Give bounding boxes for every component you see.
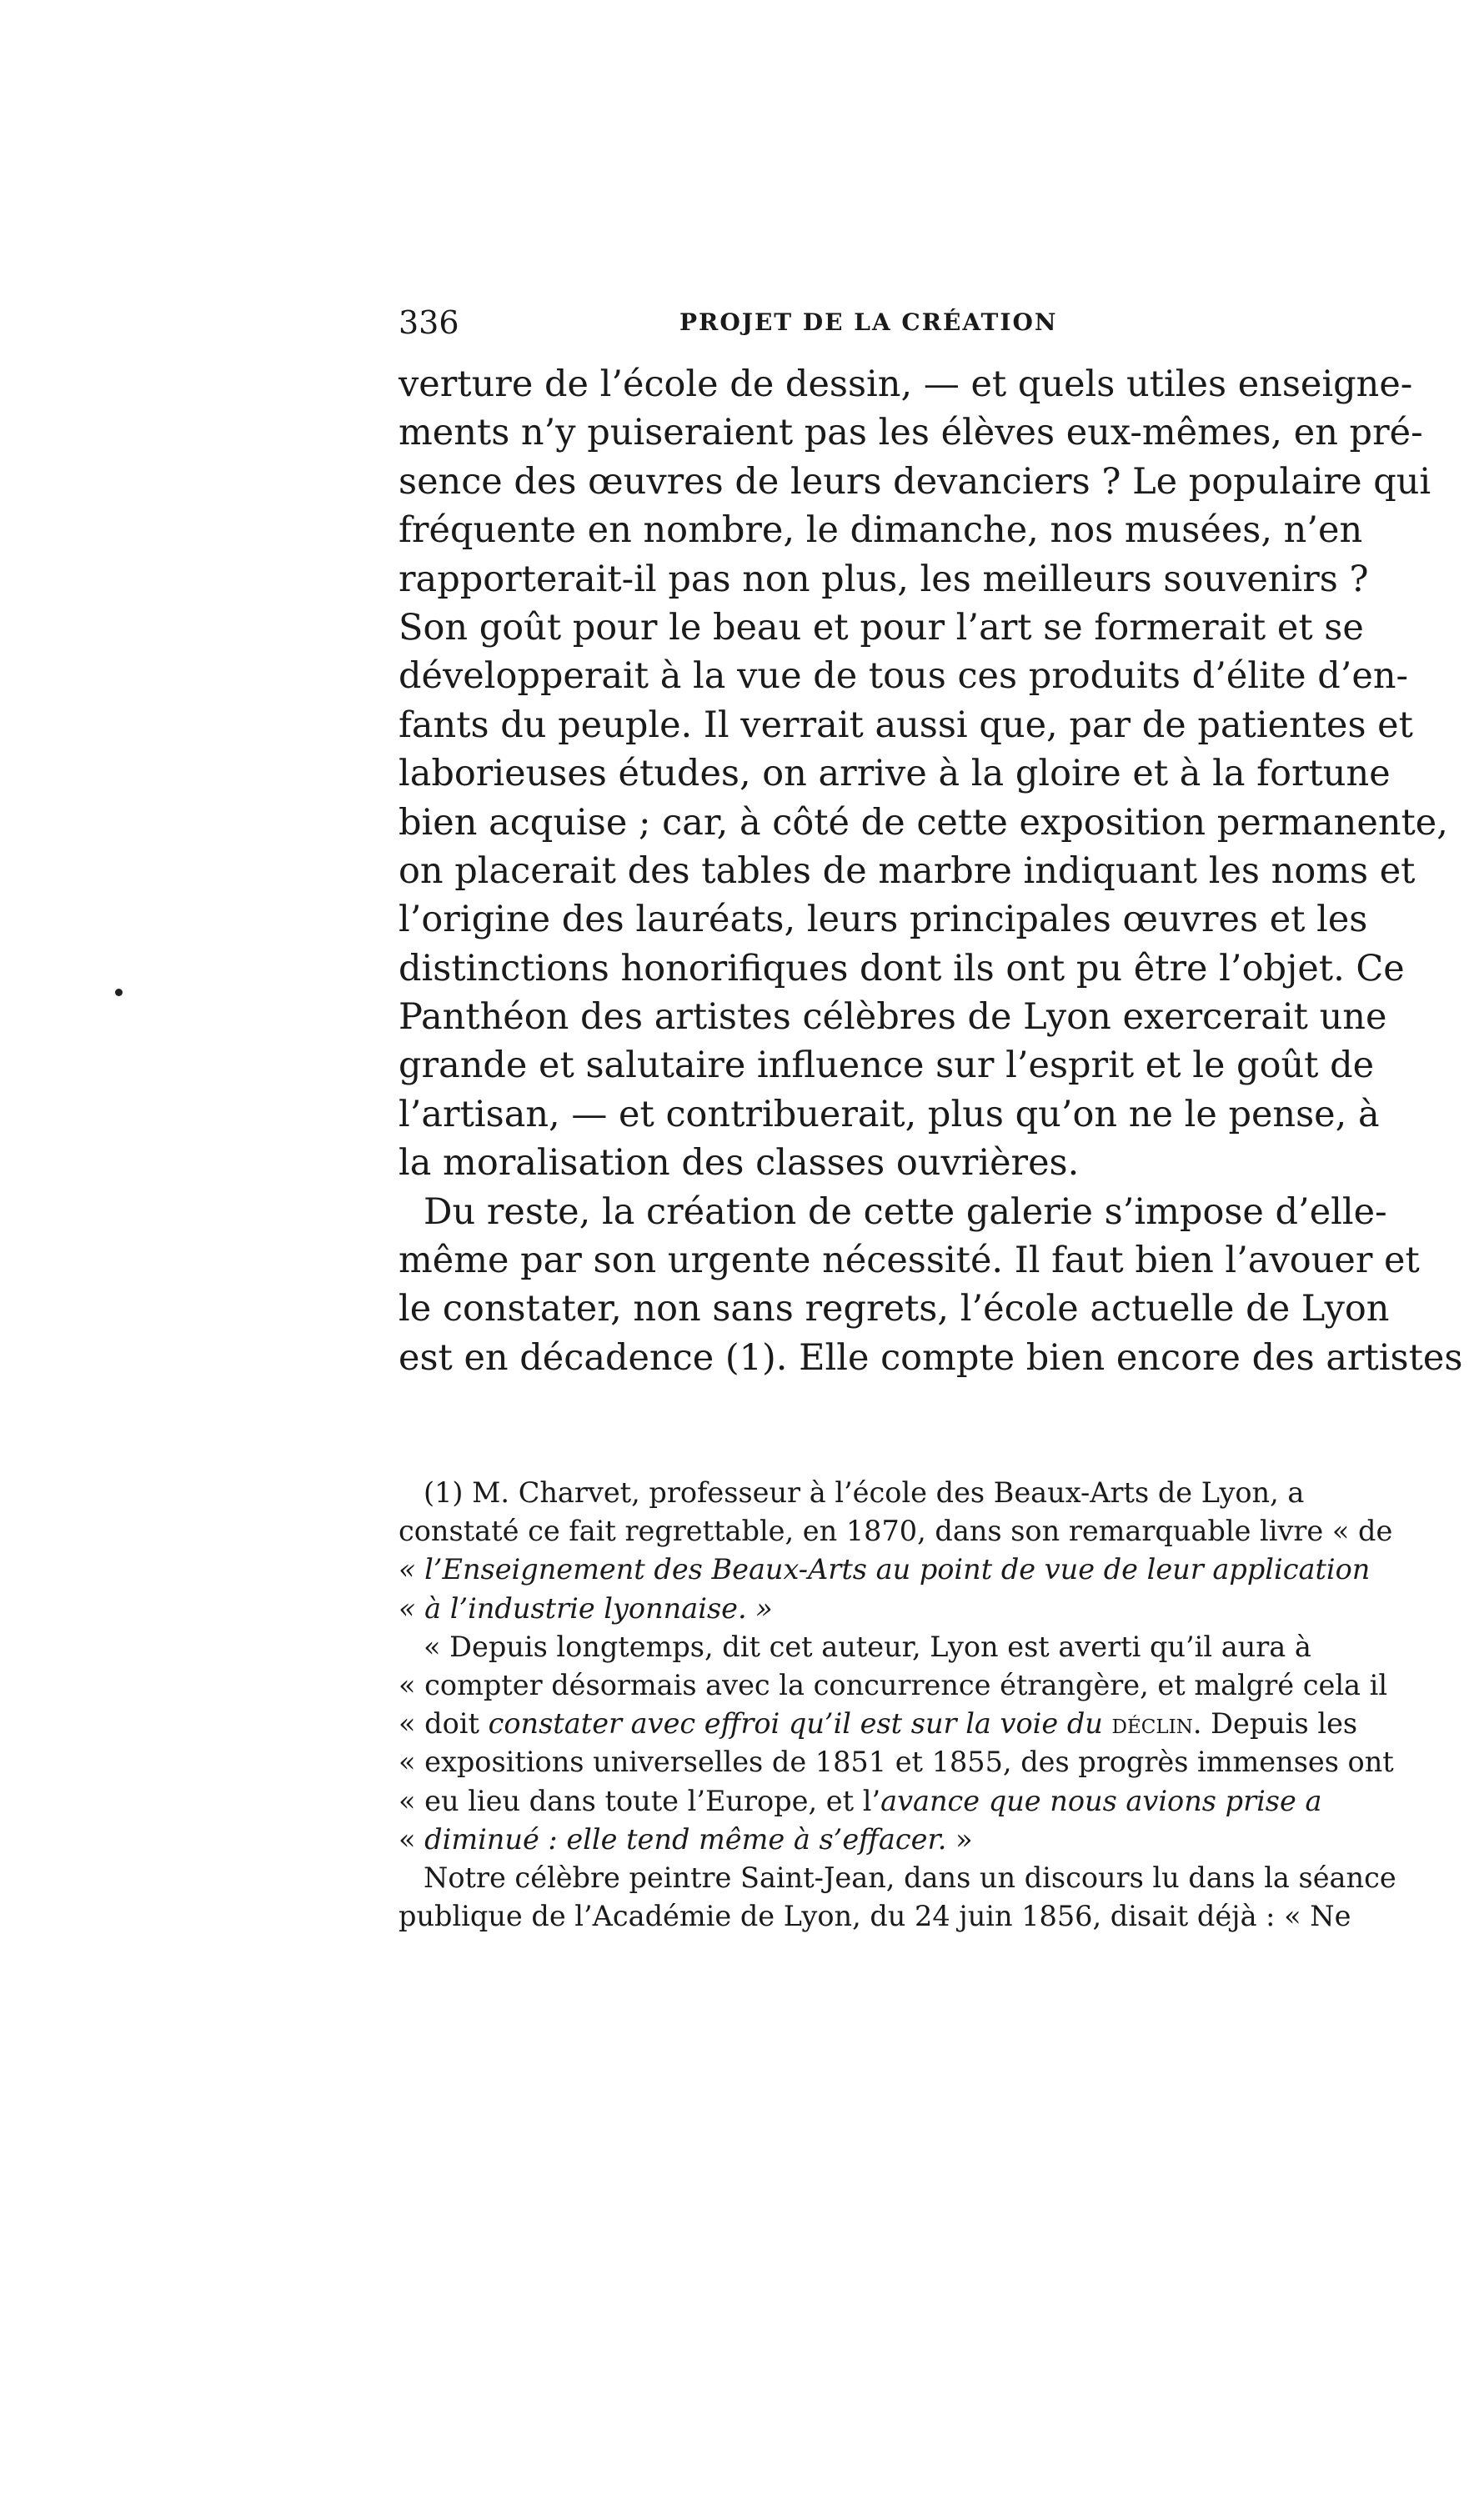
footnote-italic-segment: avance que nous avions prise a <box>880 1784 1322 1817</box>
text-line: le constater, non sans regrets, l’école actuelle de Lyon <box>399 1288 1390 1330</box>
text-line: grande et salutaire influence sur l’esprit et le goût de <box>399 1045 1375 1087</box>
text-line: Du reste, la création de cette galerie s’impose d’elle- <box>424 1190 1387 1233</box>
footnote-line: constaté ce fait regrettable, en 1870, dans son remarquable livre « de <box>399 1515 1393 1548</box>
footnote-segment: » <box>946 1822 973 1856</box>
footnote-italic-segment: diminué : elle tend même à s’effacer. <box>424 1822 947 1856</box>
footnote-segment: « doit <box>399 1707 489 1741</box>
footnote-line: « compter désormais avec la concurrence étrangère, et malgré cela il <box>399 1668 1388 1701</box>
footnote-segment: « <box>399 1822 425 1856</box>
footnote-segment: « eu lieu dans toute l’Europe, et l’ <box>399 1784 881 1817</box>
text-line: distinctions honorifiques dont ils ont pu être l’objet. Ce <box>399 947 1405 989</box>
text-line: l’artisan, — et contribuerait, plus qu’on ne le pense, à <box>399 1093 1380 1135</box>
text-line: l’origine des lauréats, leurs principales œuvres et les <box>399 899 1368 941</box>
text-line: verture de l’école de dessin, — et quels utiles enseigne- <box>399 363 1413 405</box>
text-line: même par son urgente nécessité. Il faut bien l’avouer et <box>399 1240 1420 1282</box>
text-line: sence des œuvres de leurs devanciers ? Le populaire qui <box>399 460 1431 503</box>
text-line: bien acquise ; car, à côté de cette exposition permanente, <box>399 801 1448 844</box>
footnote-line: « Depuis longtemps, dit cet auteur, Lyon est averti qu’il aura à <box>424 1630 1311 1663</box>
footnote-smallcaps-segment: déclin. <box>1111 1707 1202 1741</box>
footnote-line <box>399 1782 1322 1821</box>
text-line: ments n’y puiseraient pas les élèves eux-mêmes, en pré- <box>399 412 1423 454</box>
text-line: est en décadence (1). Elle compte bien encore des artistes <box>399 1336 1463 1379</box>
footnote-line <box>399 1705 1358 1743</box>
text-line: rapporterait-il pas non plus, les meilleurs souvenirs ? <box>399 558 1369 600</box>
footnote-line <box>399 1821 1301 1859</box>
footnote-italic-segment: constater avec effroi qu’il est sur la voie du <box>488 1707 1103 1741</box>
text-line: Son goût pour le beau et pour l’art se formerait et se <box>399 606 1364 649</box>
text-line: on placerait des tables de marbre indiquant les noms et <box>399 849 1416 892</box>
text-line: fants du peuple. Il verrait aussi que, par de patientes et <box>399 704 1413 746</box>
text-line: la moralisation des classes ouvrières. <box>399 1142 1080 1185</box>
page-number: 336 <box>399 304 459 341</box>
text-line: laborieuses études, on arrive à la gloire et à la fortune <box>399 753 1391 795</box>
running-head: PROJET DE LA CRÉATION <box>679 308 1058 336</box>
footnote-line: « à l’industrie lyonnaise. » <box>399 1591 773 1625</box>
main-text <box>399 360 1463 1382</box>
text-line: Panthéon des artistes célèbres de Lyon exercerait une <box>399 996 1387 1039</box>
page-header <box>399 302 1301 343</box>
footnote-segment: Depuis les <box>1201 1707 1358 1741</box>
ink-speck <box>115 989 123 996</box>
footnote-line: publique de l’Académie de Lyon, du 24 juin 1856, disait déjà : « Ne <box>399 1900 1351 1933</box>
footnote-line: (1) M. Charvet, professeur à l’école des Beaux-Arts de Lyon, a <box>424 1476 1305 1509</box>
text-line: fréquente en nombre, le dimanche, nos musées, n’en <box>399 509 1363 552</box>
footnote-line: « l’Enseignement des Beaux-Arts au point de vue de leur application <box>399 1553 1371 1586</box>
footnote <box>399 1474 1396 1936</box>
footnote-line: « expositions universelles de 1851 et 1855, des progrès immenses ont <box>399 1746 1394 1779</box>
footnote-line: Notre célèbre peintre Saint-Jean, dans un discours lu dans la séance <box>424 1861 1396 1894</box>
text-line: développerait à la vue de tous ces produits d’élite d’en- <box>399 655 1409 698</box>
